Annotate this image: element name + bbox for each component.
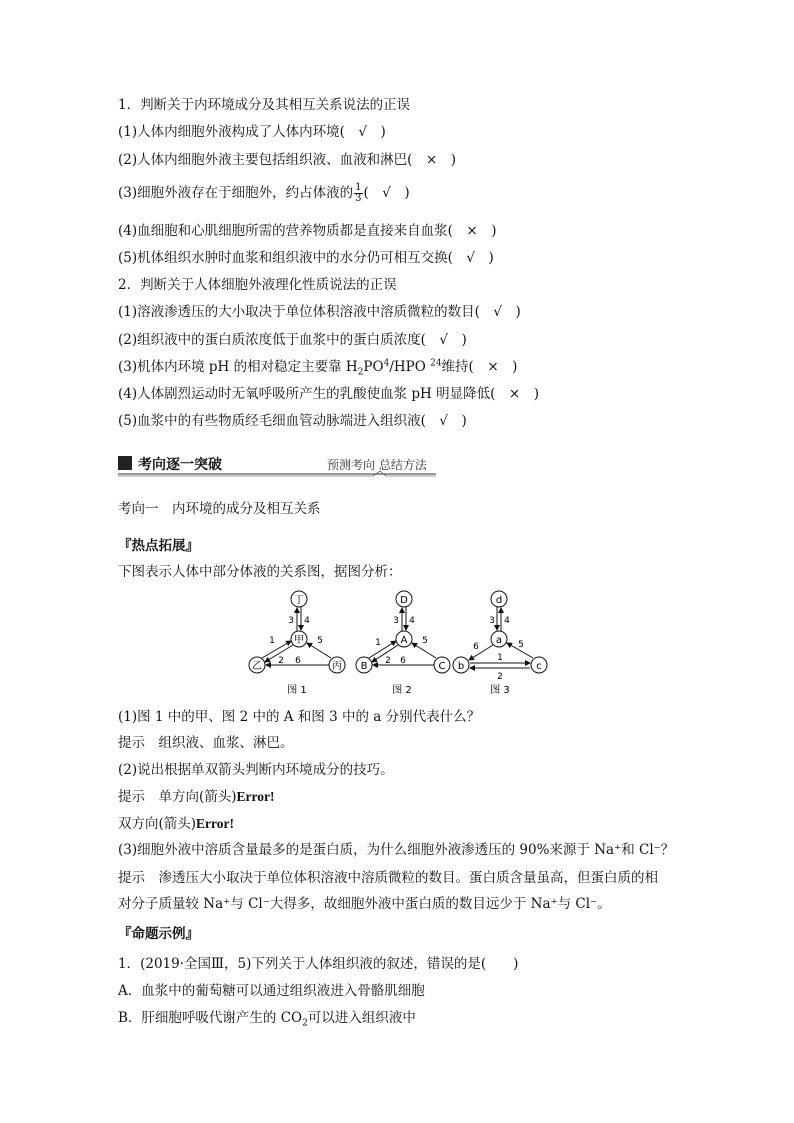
part2-item-3-text-po: PO [363, 359, 384, 375]
fig3-label-3: 3 [489, 616, 495, 626]
fig3-node-right: c [536, 661, 542, 672]
fraction-numerator: 1 [355, 182, 362, 193]
fig1-node-center: 甲 [294, 635, 304, 646]
error-text-1: Error! [236, 789, 275, 804]
superscript-4b: 4 [435, 358, 442, 369]
fig2-node-top: D [400, 595, 408, 606]
answer-2b [118, 815, 234, 833]
direction-title: 考向一 内环境的成分及相互关系 [118, 501, 321, 517]
part1-item-5: (5)机体组织水肿时血浆和组织液中的水分仍可相互交换( √ ) [118, 250, 494, 266]
superscript-4: 4 [383, 358, 390, 369]
answer-1: 提示 组织液、血浆、淋巴。 [118, 735, 294, 751]
fig1-node-left: 乙 [252, 661, 262, 672]
fig2-label-1: 1 [375, 638, 381, 648]
section-header [118, 452, 436, 478]
part2-item-3-text-a: (3)机体内环境 pH 的相对稳定主要靠 H [118, 359, 358, 375]
fig3-label-5: 5 [518, 640, 524, 650]
figure-1 [249, 591, 345, 696]
fig2-label-3: 3 [393, 616, 399, 626]
fig3-label-4: 4 [504, 616, 510, 626]
answer-2a [118, 788, 275, 806]
superscript-2: 2 [430, 358, 436, 369]
fig1-label-5: 5 [317, 636, 323, 646]
section-subtitle: 预测考向 总结方法 [327, 458, 427, 472]
figure-3 [453, 591, 547, 696]
fig3-label-1: 1 [497, 653, 503, 663]
section-underline [118, 452, 436, 478]
fig3-label-2: 2 [497, 672, 503, 682]
part2-item-4: (4)人体剧烈运动时无氧呼吸所产生的乳酸使血浆 pH 明显降低( × ) [118, 386, 539, 402]
fig3-caption: 图 3 [490, 685, 510, 696]
part1-item-4: (4)血细胞和心肌细胞所需的营养物质都是直接来自血浆( × ) [118, 223, 497, 239]
fig2-label-2: 2 [385, 656, 391, 666]
fig1-label-1: 1 [269, 636, 275, 646]
part1-item-2: (2)人体内细胞外液主要包括组织液、血液和淋巴( × ) [118, 152, 456, 168]
error-text-2: Error! [196, 816, 235, 831]
fig1-node-right: 丙 [332, 661, 342, 672]
example-question: 1．(2019·全国Ⅲ，5)下列关于人体组织液的叙述，错误的是( ) [118, 956, 519, 972]
question-2: (2)说出根据单双箭头判断内环境成分的技巧。 [118, 762, 394, 778]
fig3-node-center: a [495, 635, 503, 646]
fig2-node-right: C [438, 661, 446, 672]
answer-2b-text: 双方向(箭头) [118, 816, 197, 832]
fig1-label-6: 6 [295, 656, 301, 666]
fig1-label-2: 2 [278, 656, 284, 666]
example-option-a: A．血浆中的葡萄糖可以通过组织液进入骨骼肌细胞 [118, 983, 425, 999]
fig3-node-left: b [457, 661, 465, 672]
option-b-text-end: 可以进入组织液中 [307, 1010, 416, 1026]
fig1-node-top: 丁 [294, 595, 304, 606]
subscript-2: 2 [357, 367, 364, 378]
co2-subscript: 2 [302, 1018, 308, 1029]
answer-3-line2: 对分子质量较 Na⁺与 Cl⁻大得多，故细胞外液中蛋白质的数目远少于 Na⁺与 Cl⁻。 [118, 896, 611, 912]
example-header: 『命题示例』 [118, 926, 199, 942]
fig3-node-top: d [495, 595, 503, 606]
fraction-one-third [354, 183, 362, 204]
fig2-label-4: 4 [409, 616, 415, 626]
part2-item-3-text-end: 维持( × ) [441, 359, 518, 375]
figure-2 [356, 591, 450, 696]
answer-2a-text: 提示 单方向(箭头) [118, 789, 237, 805]
fig2-node-left: B [360, 661, 368, 672]
part2-item-3-text-hpo: /HPO [389, 359, 431, 375]
answer-3-line1: 提示 渗透压大小取决于单位体积溶液中溶质微粒的数目。蛋白质含量虽高，但蛋白质的相 [118, 870, 658, 886]
part1-item-3 [118, 183, 410, 204]
hot-expand-label: 『热点拓展』 [118, 538, 199, 554]
part2-item-1: (1)溶液渗透压的大小取决于单位体积溶液中溶质微粒的数目( √ ) [118, 304, 521, 320]
part2-item-3 [118, 358, 517, 376]
question-1: (1)图 1 中的甲、图 2 中的 A 和图 3 中的 a 分别代表什么？ [118, 709, 481, 725]
part1-item-1: (1)人体内细胞外液构成了人体内环境( √ ) [118, 124, 386, 140]
part2-heading: 2．判断关于人体细胞外液理化性质说法的正误 [118, 277, 397, 293]
question-3: (3)细胞外液中溶质含量最多的是蛋白质，为什么细胞外液渗透压的 90%来源于 Na⁺和 Cl⁻？ [118, 842, 675, 858]
body-fluid-diagrams [0, 585, 794, 705]
fig1-caption: 图 1 [287, 685, 307, 696]
option-b-text: B．肝细胞呼吸代谢产生的 CO [118, 1010, 303, 1026]
intro-text: 下图表示人体中部分体液的关系图，据图分析： [118, 564, 402, 580]
section-title: 考向逐一突破 [138, 457, 222, 473]
fig2-label-5: 5 [422, 636, 428, 646]
example-option-b [118, 1009, 416, 1027]
fig2-caption: 图 2 [392, 685, 412, 696]
fig3-label-6: 6 [473, 642, 479, 652]
part1-heading: 1．判断关于内环境成分及其相互关系说法的正误 [118, 97, 411, 113]
fig2-label-6: 6 [400, 656, 406, 666]
part1-item-3-post: ( √ ) [363, 185, 410, 201]
part2-item-2: (2)组织液中的蛋白质浓度低于血浆中的蛋白质浓度( √ ) [118, 332, 467, 348]
part2-item-5: (5)血浆中的有些物质经毛细血管动脉端进入组织液( √ ) [118, 413, 467, 429]
fraction-denominator: 3 [355, 193, 362, 204]
fig1-label-3: 3 [288, 616, 294, 626]
fig2-node-center: A [400, 635, 408, 646]
fig1-label-4: 4 [304, 616, 310, 626]
part1-item-3-pre: (3)细胞外液存在于细胞外，约占体液的 [118, 185, 354, 201]
